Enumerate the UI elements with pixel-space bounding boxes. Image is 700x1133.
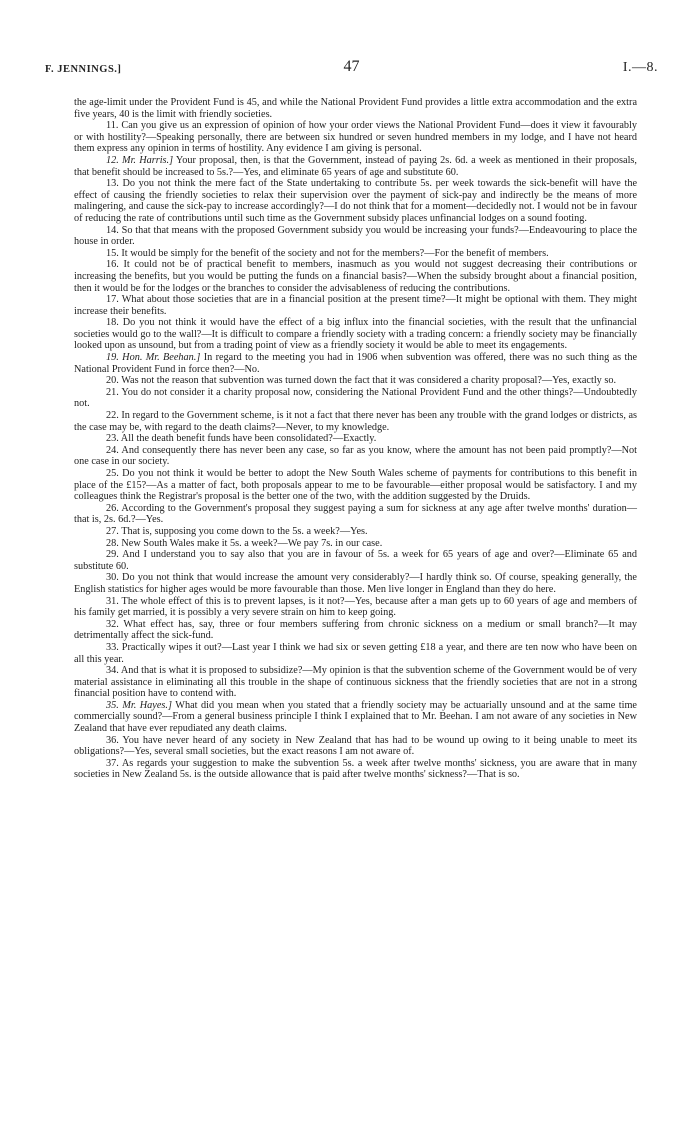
evidence-paragraph: [74, 596, 637, 619]
paragraph-text: What did you mean when you stated that a friendly society may be actuarially unsound and at the same time commercially sound?—From a general business principle I think I explained that to Mr. Beehan. I am not aware of any societies in New Zealand that have ever repudiated any death claims.: [74, 699, 637, 735]
paragraph-text: 25. Do you not think it would be better to adopt the New South Wales scheme of payments for contributions to this benefit in place of the £15?—As a matter of fact, both proposals appear to me to be favourable—either proposal would be satisfactory. I and my colleagues think the Registrar's proposal is the better one of the two, with the addition suggested by the Druids.: [74, 468, 637, 503]
paragraph-text: 37. As regards your suggestion to make the subvention 5s. a week after twelve months' sickness, you are aware that in many societies in New Zealand 5s. is the outside allowance that is paid after twelve months' sickness?—That is so.: [74, 757, 637, 781]
speaker-label: 19. Hon. Mr. Beehan.]: [106, 352, 201, 364]
paragraph-text: 29. And I understand you to say also that you are in favour of 5s. a week for 65 years of age and over?—Eliminate 65 and substitute 60.: [74, 549, 637, 572]
paragraph-text: 18. Do you not think it would have the effect of a big influx into the financial societies, with the result that the unfinancial societies would go to the wall?—It is difficult to compare a friendly society with a trading concern: a friendly society may be financially looked upon as unsound, but from a trading point of view as a friendly society it would be able to meet its engagements.: [74, 317, 637, 352]
paragraph-text: 28. New South Wales make it 5s. a week?—We pay 7s. in our case.: [106, 537, 383, 549]
paragraph-text: 15. It would be simply for the benefit of the society and not for the members?—For the benefit of members.: [106, 247, 549, 259]
paragraph-text: 11. Can you give us an expression of opinion of how your order views the National Provident Fund—does it view it favourably or with hostility?—Speaking personally, there are between six hundred or seven hundred members in my lodge, and I have not heard them express any opinion in terms of hostility. Any evidence I am giving is personal.: [74, 120, 637, 155]
evidence-paragraph: [74, 120, 637, 155]
evidence-paragraph: [74, 468, 637, 503]
speaker-label: 35. Mr. Hayes.]: [106, 699, 172, 711]
evidence-paragraph: [74, 294, 637, 317]
evidence-paragraph: [74, 549, 637, 572]
evidence-paragraph: [74, 572, 637, 595]
paragraph-text: 21. You do not consider it a charity proposal now, considering the National Provident Fund and the other things?—Undoubtedly not.: [74, 386, 637, 410]
evidence-paragraph: [74, 758, 637, 781]
paragraph-text: 23. All the death benefit funds have been consolidated?—Exactly.: [106, 433, 377, 445]
evidence-paragraph: [74, 538, 637, 550]
paragraph-text: 33. Practically wipes it out?—Last year I think we had six or seven getting £18 a year, and there are ten now who have been on all this year.: [74, 641, 637, 665]
page-number: 47: [343, 58, 360, 75]
paragraph-text: 30. Do you not think that would increase the amount very considerably?—I hardly think so. Of course, speaking generally, the English statistics for higher ages would be more favourable than those. Men live longer in England than they do here.: [74, 572, 637, 595]
paragraph-text: 13. Do you not think the mere fact of the State undertaking to contribute 5s. per week towards the sick-benefit will have the effect of causing the friendly societies to relax their supervision over the payment of sick-pay and indirectly be the means of more malingering, and cause the sick-pay to increase accordingly?—I do not think that for a moment—decidedly not. I would not be in favour of reducing the rate of contributions until such time as the Government subsidy places unfinancial lodges on a sound footing.: [74, 178, 637, 224]
paragraph-text: Your proposal, then, is that the Government, instead of paying 2s. 6d. a week as mentioned in their proposals, that benefit should be increased to 5s.?—Yes, and eliminate 65 years of age and substitute 60.: [74, 154, 637, 178]
evidence-paragraph: [74, 665, 637, 700]
paragraph-text: 22. In regard to the Government scheme, is it not a fact that there never has been any trouble with the grand lodges or districts, as the case may be, with regard to the death claims?—Never, to my knowledge.: [74, 410, 637, 433]
witness-name: F. JENNINGS.]: [45, 64, 122, 75]
evidence-paragraph: [74, 526, 637, 538]
evidence-text: [74, 97, 637, 781]
paragraph-text: 20. Was not the reason that subvention was turned down the fact that it was considered a charity proposal?—Yes, exactly so.: [106, 375, 617, 387]
paragraph-text: 34. And that is what it is proposed to subsidize?—My opinion is that the subvention scheme of the Government would be of very material assistance in eliminating all this trouble in the shape of continuous sickness that the friendly societies that are not in a strong financial position have to contend with.: [74, 665, 637, 700]
evidence-paragraph: [74, 225, 637, 248]
evidence-paragraph: [74, 352, 637, 375]
paper-reference: I.—8.: [622, 60, 658, 75]
evidence-paragraph: [74, 619, 637, 642]
paragraph-text: 17. What about those societies that are in a financial position at the present time?—It might be optional with them. They might increase their benefits.: [74, 294, 637, 317]
evidence-paragraph: [74, 410, 637, 433]
evidence-paragraph: [74, 317, 637, 352]
paragraph-text: 36. You have never heard of any society in New Zealand that has had to be wound up owing to it being unable to meet its obligations?—Yes, several small societies, but the exact reasons I am not aware of.: [74, 734, 637, 758]
evidence-paragraph: [74, 503, 637, 526]
evidence-paragraph: [74, 642, 637, 665]
evidence-paragraph: [74, 387, 637, 410]
paragraph-text: the age-limit under the Provident Fund is 45, and while the National Provident Fund provides a little extra accommodation and the extra five years, 40 is the limit with friendly societies.: [74, 97, 637, 120]
page-header: [45, 58, 658, 80]
paragraph-text: 26. According to the Government's proposal they suggest paying a sum for sickness at any age after twelve months' duration—that is, 2s. 6d.?—Yes.: [74, 502, 637, 526]
evidence-paragraph: [74, 735, 637, 758]
evidence-paragraph: [74, 97, 637, 120]
speaker-label: 12. Mr. Harris.]: [106, 154, 174, 166]
paragraph-text: 32. What effect has, say, three or four members suffering from chronic sickness on a medium or small branch?—It may detrimentally affect the sick-fund.: [74, 618, 637, 642]
evidence-paragraph: [74, 433, 637, 445]
paragraph-text: 31. The whole effect of this is to prevent lapses, is it not?—Yes, because after a man gets up to 60 years of age and members of his family get married, it is possibly a very severe strain on him to keep going.: [74, 595, 637, 619]
paragraph-text: 24. And consequently there has never been any case, so far as you know, where the amount has not been paid promptly?—Not one case in our society.: [74, 444, 637, 468]
evidence-paragraph: [74, 445, 637, 468]
evidence-paragraph: [74, 259, 637, 294]
evidence-paragraph: [74, 178, 637, 224]
evidence-paragraph: [74, 375, 637, 387]
evidence-paragraph: [74, 248, 637, 260]
evidence-paragraph: [74, 700, 637, 735]
paragraph-text: 14. So that that means with the proposed Government subsidy you would be increasing your funds?—Endeavouring to place the house in order.: [74, 224, 637, 248]
paragraph-text: In regard to the meeting you had in 1906 when subvention was offered, there was no such thing as the National Provident Fund in force then?—No.: [74, 352, 637, 375]
paragraph-text: 16. It could not be of practical benefit to members, inasmuch as you would not suggest decreasing their contributions or increasing the benefits, but you would be putting the funds on a financial basis?—When the subsidy brought about a financial position, then it would be for the lodges or the branches to consider the advisableness of reducing the contributions.: [74, 259, 637, 294]
paragraph-text: 27. That is, supposing you come down to the 5s. a week?—Yes.: [106, 525, 368, 537]
evidence-paragraph: [74, 155, 637, 178]
